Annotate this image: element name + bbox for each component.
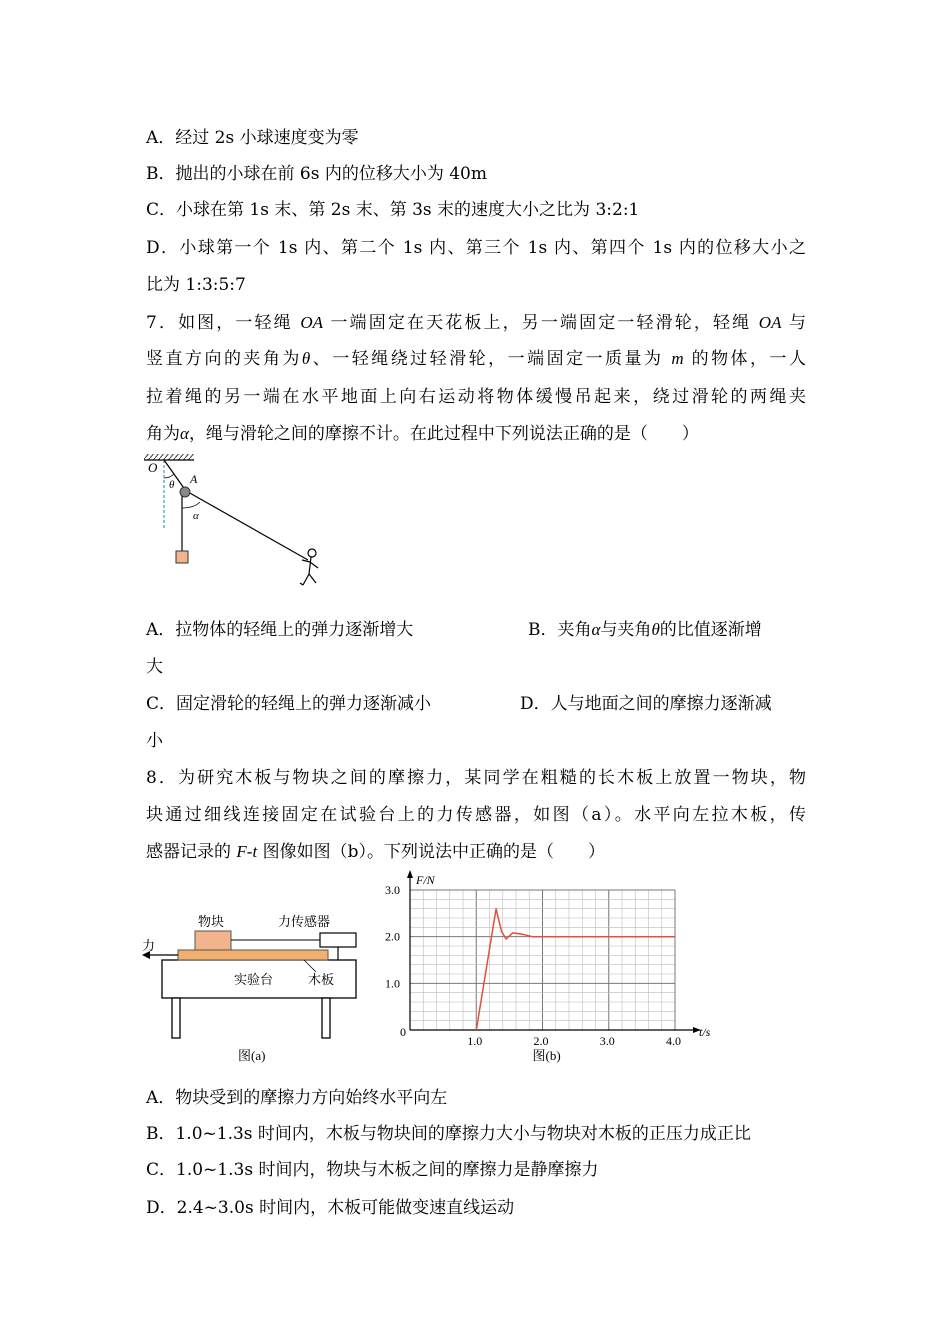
wooden-board <box>178 950 328 960</box>
label-o: O <box>148 460 158 475</box>
label-force: 力 <box>142 938 156 953</box>
q8-option-d: D．2.4~3.0s 时间内，木板可能做变速直线运动 <box>146 1198 515 1218</box>
label-a: A <box>190 472 198 486</box>
force-sensor <box>320 933 356 947</box>
pulley-a <box>180 487 190 497</box>
block <box>195 931 231 950</box>
caption-a: 图(a) <box>238 1048 266 1063</box>
q6-option-c: C．小球在第 1s 末、第 2s 末、第 3s 末的速度大小之比为 3:2:1 <box>146 200 640 220</box>
q8-option-b: B．1.0~1.3s 时间内，木板与物块间的摩擦力大小与物块对木板的正压力成正比 <box>146 1124 751 1144</box>
theta-arc <box>164 474 174 478</box>
x-tick-label: 3.0 <box>599 1034 615 1048</box>
hanging-mass <box>176 551 188 563</box>
q8-stem-line3: 感器记录的 F-t 图像如图（b）。下列说法中正确的是（ ） <box>146 842 605 862</box>
series-line-F <box>476 909 675 1030</box>
y-axis-arrow <box>407 870 413 878</box>
q8-figure-a <box>138 900 368 1070</box>
q6-option-b: B．抛出的小球在前 6s 内的位移大小为 40m <box>146 164 487 184</box>
q7-option-b: B．夹角α与夹角θ的比值逐渐增 <box>528 620 762 640</box>
label-board: 木板 <box>308 972 335 987</box>
q7-option-d: D．人与地面之间的摩擦力逐渐减 <box>520 694 772 714</box>
q7-stem-line1: 7．如图，一轻绳 OA 一端固定在天花板上，另一端固定一轻滑轮，轻绳 OA 与 <box>146 313 806 333</box>
q7-stem-line3: 拉着绳的另一端在水平地面上向右运动将物体缓慢吊起来，绕过滑轮的两绳夹 <box>146 387 806 407</box>
q7-stem-line4: 角为α，绳与滑轮之间的摩擦不计。在此过程中下列说法正确的是（ ） <box>146 424 699 444</box>
y-axis-label: F/N <box>416 873 435 887</box>
q7-option-c: C．固定滑轮的轻绳上的弹力逐渐减小 <box>146 694 432 714</box>
label-sensor: 力传感器 <box>278 914 331 929</box>
label-theta: θ <box>169 479 175 491</box>
chart-caption: 图(b) <box>532 1048 561 1063</box>
q6-option-d-line2: 比为 1:3:5:7 <box>146 275 246 295</box>
q7-pulley-figure <box>140 452 340 602</box>
person-figure <box>300 549 318 585</box>
q8-option-c: C．1.0~1.3s 时间内，物块与木板之间的摩擦力是静摩擦力 <box>146 1160 599 1180</box>
q6-option-a: A．经过 2s 小球速度变为零 <box>146 128 359 148</box>
q7-stem-line2: 竖直方向的夹角为θ、一轻绳绕过轻滑轮，一端固定一质量为 m 的物体，一人 <box>146 349 807 369</box>
y-tick-label: 3.0 <box>385 883 400 897</box>
label-table: 实验台 <box>234 972 274 987</box>
q7-option-b-cont: 大 <box>146 657 163 677</box>
rope-to-person <box>188 492 308 560</box>
q8-stem-line1: 8．为研究木板与物块之间的摩擦力，某同学在粗糙的长木板上放置一物块，物 <box>146 768 806 788</box>
y-tick-label: 1.0 <box>385 976 400 991</box>
rope-oa <box>164 460 186 491</box>
x-tick-label: 1.0 <box>467 1034 483 1048</box>
label-alpha: α <box>193 510 199 522</box>
origin-label: 0 <box>400 1025 406 1039</box>
q8-stem-line2: 块通过细线连接固定在试验台上的力传感器，如图（a）。水平向左拉木板，传 <box>146 805 806 825</box>
table-leg-left <box>172 998 180 1038</box>
label-block: 物块 <box>198 914 225 929</box>
q8-ft-chart <box>380 868 720 1068</box>
y-tick-label: 2.0 <box>385 929 400 944</box>
alpha-arc <box>182 502 200 508</box>
x-tick-label: 4.0 <box>666 1034 681 1048</box>
x-axis-label: t/s <box>699 1025 711 1039</box>
q8-option-a: A．物块受到的摩擦力方向始终水平向左 <box>146 1088 448 1108</box>
q6-option-d-line1: D．小球第一个 1s 内、第二个 1s 内、第三个 1s 内、第四个 1s 内的位移大小之 <box>146 238 806 258</box>
q7-option-a: A．拉物体的轻绳上的弹力逐渐增大 <box>146 620 414 640</box>
x-tick-label: 2.0 <box>533 1034 549 1048</box>
q7-option-d-cont: 小 <box>146 731 163 751</box>
table-leg-right <box>322 998 330 1038</box>
